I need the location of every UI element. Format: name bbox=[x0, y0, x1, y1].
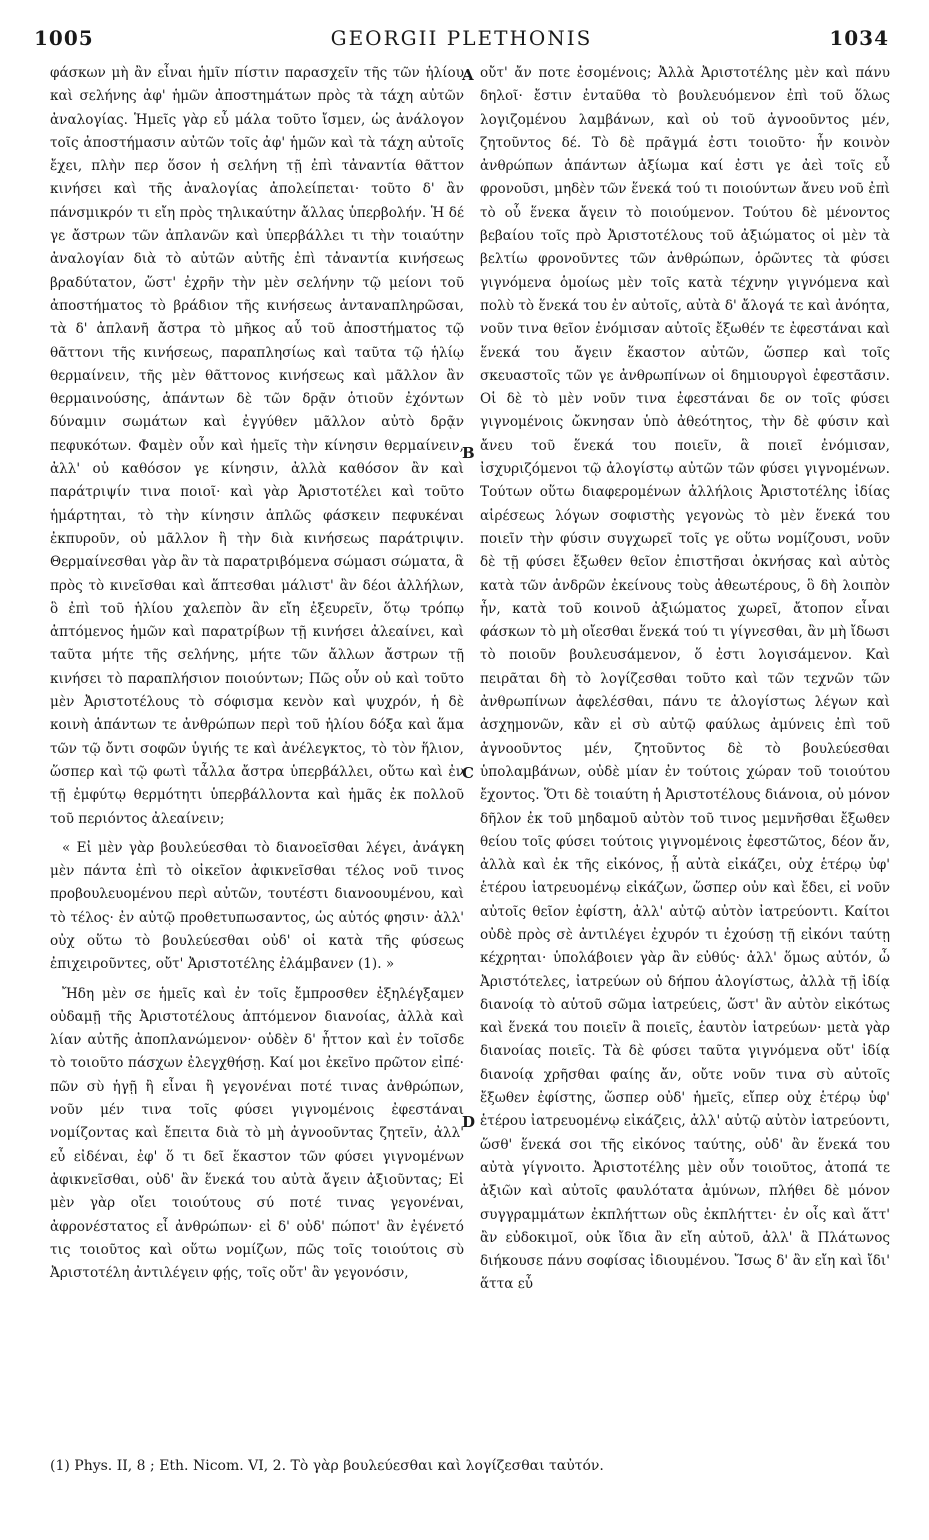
right-column bbox=[480, 62, 890, 1297]
running-header bbox=[34, 26, 889, 54]
margin-marker-a: A bbox=[462, 66, 474, 84]
left-paragraph-2: Ἤδη μὲν σε ἡμεῖς καὶ ἐν τοῖς ἔμπροσθεν ἐξηλέγξαμεν οὐδαμῇ τῆς Ἀριστοτέλους ἁπτόμενον διανοίας, ἀλλὰ καὶ λίαν αὐτῆς ἀποπλανώμενον· οὐδὲν δ' ἧττον καὶ ἐν τοῖσδε τὸ τοιοῦτο πάσχων ἐλεγχθήσῃ. Καί μοι ἐκεῖνο πρῶτον εἰπέ· πῶν σὺ ἡγῇ ἢ εἶναι ἢ γεγονέναι ποτέ τινας ἀνθρώπων, νοῦν μέν τινα τοῖς φύσει γιγνομένοις ἐφεστάναι νομίζοντας καὶ ἔπειτα διὰ τὸ μὴ ἀγνοοῦντας ζητεῖν, ἀλλ' εὖ εἰδέναι, ἐφ' ὅ τι δεῖ ἕκαστον τῶν φύσει γιγνομένων ἀφικνεῖσθαι, οὐδ' ἂν ἕνεκά του αὐτὰ ἄγειν ἀξιοῦντας; Εἰ μὲν γὰρ οἴει τοιούτους σύ ποτέ τινας γεγονέναι, ἀφρονέστατος εἶ ἀνθρώπων· εἰ δ' οὐδ' πώποτ' ἂν ἐγένετό τις τοιοῦτος καὶ οὕτω νομίζων, πῶς τοῖς τοιούτοις σὺ Ἀριστοτέλη ἀντιλέγειν φῄς, τοῖς οὔτ' ἂν γεγονόσιν, bbox=[50, 985, 464, 1282]
page-number-right: 1034 bbox=[829, 26, 889, 50]
margin-marker-d: D bbox=[462, 1113, 476, 1131]
footnote: (1) Phys. II, 8 ; Eth. Nicom. VI, 2. Τὸ γὰρ βουλεύεσθαι καὶ λογίζεσθαι ταὐτόν. bbox=[50, 1458, 604, 1474]
margin-marker-b: B bbox=[462, 444, 475, 462]
left-paragraph-1: φάσκων μὴ ἂν εἶναι ἡμῖν πίστιν παρασχεῖν τῆς τῶν ἡλίου καὶ σελήνης ἀφ' ἡμῶν ἀποστημάτων πρὸς τὰ τάχη αὐτῶν ἀναλογίας. Ἡμεῖς γὰρ εὖ μάλα τοῦτο ἴσμεν, ὡς ἀνάλογον τοῖς ἀποστήμασιν αὐτῶν τοῖς ἀφ' ἡμῶν καὶ τὰ τάχη αὐτοῖς ἔχει, πλὴν περ ὅσον ἡ σελήνη τῇ ἐπὶ τἀναντία θᾶττον κινήσει καὶ τῆς ἀναλογίας ἀπολείπεται· τοῦτο δ' ἂν πάνσμικρόν τι εἴη πρὸς τηλικαύτην ἄλλας ὑπερβολήν. Ἡ δέ γε ἄστρων τῶν ἀπλανῶν καὶ ὑπερβάλλει τι τὴν τοιαύτην ἀναλογίαν διὰ τὸ αὐτῶν αὐτῆς ἐπὶ τἀναντία κινήσεως βραδύτατον, ὥστ' ἐχρῆν τὴν μὲν σελήνην τῷ μείονι τοῦ ἀποστήματος τὸ βράδιον τῆς κινήσεως ἀνταναπληρῶσαι, τὰ δ' ἀπλανῆ ἄστρα τὸ μῆκος αὖ τοῦ ἀποστήματος τῷ θᾶττονι τῆς κινήσεως, παραπλησίως καὶ ταῦτα τῷ ἡλίῳ θερμαίνειν, τῆς μὲν θᾶττονος κινήσεως καὶ μᾶλλον ἂν θερμαινούσης, ἁπάντων δὲ τῶν δρᾷν ὁτιοῦν ἐχόντων δύναμιν σωμάτων καὶ ἐγγύθεν μᾶλλον αὐτὸ δρᾷν πεφυκότων. Φαμὲν οὖν καὶ ἡμεῖς τὴν κίνησιν θερμαίνειν, ἀλλ' οὐ καθόσον γε κίνησιν, ἀλλὰ καθόσον ἂν καὶ παράτριψίν τινα ποιοῖ· καὶ γὰρ Ἀριστοτέλει καὶ τοῦτο ἡμάρτηται, τὸ τὴν κίνησιν ἁπλῶς φάσκειν πεφυκέναι ἐκπυροῦν, οὐ μᾶλλον ἢ τὴν διὰ κινήσεως παράτριψιν. Θερμαίνεσθαι γὰρ ἂν τὰ παρατριβόμενα σώμασι σώματα, ἃ πρὸς τὸ κινεῖσθαι καὶ ἅπτεσθαι μάλιστ' ἂν δέοι ἀλλήλων, ὃ ἐπὶ τοῦ ἡλίου χαλεπὸν ἂν εἴη ἐξευρεῖν, ὅτῳ τρόπῳ ἁπτόμενος ἡμῶν καὶ παρατρίβων τῇ κινήσει ἀλεαίνει, καὶ ταῦτα μήτε τῆς σελήνης, μήτε τῶν ἄλλων ἄστρων τῇ κινήσει τὸ παραπλήσιον ποιούντων; Πῶς οὖν οὐ καὶ τοῦτο μὲν Ἀριστοτέλους τὸ σόφισμα κενὸν καὶ ψυχρόν, ἡ δὲ κοινὴ ἁπάντων τε ἀνθρώπων περὶ τοῦ ἡλίου δόξα καὶ ἅμα τῶν τῷ ὄντι σοφῶν ὑγιής τε καὶ ἀνέλεγκτος, τὸ τὸν ἥλιον, ὥσπερ καὶ τῷ φωτὶ τἆλλα ἄστρα ὑπερβάλλει, οὕτω καὶ ἐν τῇ ἐμφύτῳ θερμότητι ὑπερβάλλοντα καὶ ἡμᾶς ἐκ πολλοῦ τοῦ περιόντος ἀλεαίνειν; bbox=[50, 65, 464, 827]
running-title: GEORGII PLETHONIS bbox=[330, 26, 593, 50]
right-paragraph-1: οὔτ' ἄν ποτε ἐσομένοις; Ἀλλὰ Ἀριστοτέλης μὲν καὶ πάνυ δηλοῖ· ἔστιν ἐνταῦθα τὸ βουλευόμενον ἐπὶ τοῦ ὅλως λογιζομένου λαμβάνων, καὶ οὐ τοῦ ἀγνοοῦντος μέν, ζητοῦντος δέ. Τὸ δὲ πρᾶγμά ἐστι τοιοῦτο· ἦν κοινὸν ἀνθρώπων ἁπάντων ἀξίωμα καί ἐστι γε ἀεὶ τοῖς εὖ φρονοῦσι, μηδὲν τῶν ἕνεκά τού τι ποιούντων ἄνευ νοῦ ἐπὶ τὸ οὗ ἕνεκα ἄγειν τὸ ποιούμενον. Τούτου δὲ μένοντος βεβαίου τοῖς πρὸ Ἀριστοτέλους τοῦ ἀξιώματος οἱ μὲν τὰ βελτίω φρονοῦντες τῶν ἀνθρώπων, ὁρῶντες τὰ φύσει γιγνόμενα ὁμοίως μὲν τοῖς κατὰ τέχνην γιγνόμενα καὶ πολὺ τὸ ἕνεκά του ἐν αὐτοῖς, αὐτὰ δ' ἄλογά τε καὶ ἀνόητα, νοῦν τινα θεῖον ἐνόμισαν αὐτοῖς ἔξωθέν τε ἐφεστάναι καὶ ἕνεκά του ἄγειν ἕκαστον αὐτῶν, ὥσπερ καὶ τοῖς σκευαστοῖς τῶν γε ἀνθρωπίνων οἱ δημιουργοὶ ἐφεστᾶσιν. Οἱ δὲ τὸ μὲν νοῦν τινα ἐφεστάναι δε ον τοῖς φύσει γιγνομένοις ὤκνησαν ὑπὸ ἀθεότητος, τὴν δὲ φύσιν καὶ ἄνευ τοῦ ἕνεκά του ποιεῖν, ἃ ποιεῖ ἐνόμισαν, ἰσχυριζόμενοι τῷ ἀλογίστῳ αὐτῶν τῶν φύσει γιγνομένων. Τούτων οὕτω διαφερομένων ἀλλήλοις Ἀριστοτέλης ἰδίας αἱρέσεως λόγων σοφιστὴς γεγονὼς τὸ μὲν ἕνεκά του ποιεῖν τὴν φύσιν συγχωρεῖ τοῖς γε οὕτω νομίζουσι, νοῦν δὲ τῇ φύσει ἔξωθεν θεῖον ἐπιστῆσαι ὀκνήσας καὶ αὐτὸς κατὰ τῶν ἀνδρῶν ἐκείνους τοὺς ἀθεωτέρους, ὃ δὴ λοιπὸν ἦν, κατὰ τοῦ κοινοῦ ἀξιώματος χωρεῖ, ἄτοπον εἶναι φάσκων τὸ μὴ οἴεσθαι ἕνεκά τού τι γίγνεσθαι, ἂν μὴ ἴδωσι τὸ ποιοῦν βουλευσάμενον, ὅ ἐστι λογισάμενον. Καὶ πειρᾶται δὴ τὸ λογίζεσθαι τοῦτο καὶ τῶν τεχνῶν τῶν ἀνθρωπίνων ἀφελέσθαι, πάνυ τε ἀλογίστως λέγων καὶ ἀσχημονῶν, κἂν εἰ σὺ αὐτῷ φαύλως ἀμύνεις ἐπὶ τοῦ ἀγνοοῦντος μέν, ζητοῦντος δὲ τὸ βουλεύεσθαι ὑπολαμβάνων, οὐδὲ μίαν ἐν τούτοις χώραν τοῦ τοιούτου ἔχοντος. Ὅτι δὲ τοιαύτη ἡ Ἀριστοτέλους διάνοια, οὐ μόνον δῆλον ἐκ τοῦ μηδαμοῦ αὐτὸν τοῦ τινος μεμνῆσθαι ἔξωθεν θείου τοῖς φύσει τούτοις γιγνομένοις ἐφεστῶτος, δέον ἄν, ἀλλὰ καὶ ἐκ τῆς εἰκόνος, ᾗ αὐτὰ εἰκάζει, οὐχ ἑτέρῳ ὑφ' ἑτέρου ἰατρευομένῳ εἰκάζων, ὥσπερ οὐν καὶ ἔδει, εἰ νοῦν αὐτοῖς θεῖον ἐφίστη, ἀλλ' αὐτῷ αὐτὸν ἰατρεύοντι. Καίτοι οὐδὲ πρὸς σὲ ἀντιλέγει ἐχυρόν τι ἐχούσῃ τῇ εἰκόνι ταύτῃ κέχρηται· ὑπολάβοιεν γὰρ ἂν εὐθύς· ἀλλ' ὅμως αὐτόν, ὦ Ἀριστότελες, ἰατρεύων οὐ δήπου ἀλογίστως, ἀλλὰ τῇ ἰδίᾳ διανοίᾳ τὸ αὑτοῦ σῶμα ἰατρεύεις, ὥστ' ἂν αὐτὸν εἰκότως καὶ ἕνεκά του ποιεῖν ἃ ποιεῖς, ἑαυτὸν ἰατρεύων· μετὰ γὰρ διανοίας ποιεῖς. Τὰ δὲ φύσει ταῦτα γιγνόμενα οὔτ' ἰδίᾳ διανοίᾳ χρῆσθαι φαίης ἄν, οὔτε νοῦν τινα σὺ αὐτοῖς ἔξωθεν ἐφίστης, ὥσπερ οὐδ' ἡμεῖς, εἴπερ οὐχ ἑτέρῳ ὑφ' ἑτέρου ἰατρευομένῳ εἰκάζεις, ἀλλ' αὐτῷ αὐτὸν ἰατρεύοντι, ὥσθ' ἕνεκά σοι τῆς εἰκόνος ταύτης, οὐδ' ἂν ἕνεκά του αὐτὰ γίγνοιτο. Ἀριστοτέλης μὲν οὖν τοιοῦτος, ἀτοπά τε ἀξιῶν καὶ αὐτοῖς φαυλότατα ἀμύνων, πλήθει δὲ μόνον συγγραμμάτων ἐκπλήττων οὓς ἐκπλήττει· ἐν οἷς καὶ ἅττ' ἂν εὐδοκιμοῖ, οὐκ ἴδια ἂν εἴη αὐτοῦ, ἀλλ' ἃ Πλάτωνος διήκουσε πάνυ σοφίσας ἰδιουμένου. Ἴσως δ' ἂν εἴη καὶ ἴδι' ἅττα εὖ bbox=[480, 65, 890, 1293]
left-column bbox=[50, 62, 464, 1285]
page-number-left: 1005 bbox=[34, 26, 94, 50]
left-quote-paragraph: « Εἰ μὲν γὰρ βουλεύεσθαι τὸ διανοεῖσθαι λέγει, ἀνάγκη μὲν πάντα ἐπὶ τὸ οἰκεῖον ἀφικνεῖσθαι τέλος νοῦ τινος προβουλευομένου περὶ αὐτῶν, τουτέστι διανοουμένου, καὶ τὸ τέλος· ἐν αὐτῷ προθετυπωσαντος, ὡς αὐτός φησιν· ἀλλ' οὐχ οὕτω τὸ βουλεύεσθαι οὐδ' οἱ κατὰ τῆς φύσεως ἐπιχειροῦντες, οὔτ' Ἀριστοτέλης ἐλάμβανεν (1). » bbox=[50, 839, 464, 973]
margin-marker-c: C bbox=[462, 764, 474, 782]
